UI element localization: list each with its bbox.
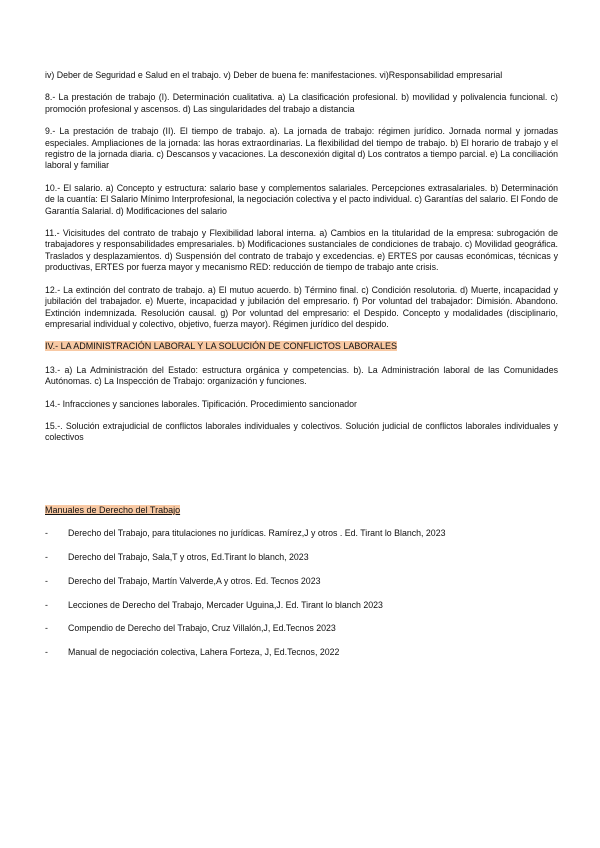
topic-10: 10.- El salario. a) Concepto y estructura: salario base y complementos salariales. Percepciones extrasalariales. b) Determinación de la cuantía: El Salario Mínimo Interprofesional, la negociación colectiva y el pacto individual. c) Garantías del salario. El Fondo de Garantía Salarial. d) Modificaciones del salario [45, 182, 558, 216]
paragraph-iv-vi: iv) Deber de Seguridad e Salud en el trabajo. v) Deber de buena fe: manifestaciones. vi)Responsabilidad empresarial [45, 70, 503, 80]
bullet-dash: - [45, 647, 48, 658]
topic-9: 9.- La prestación de trabajo (II). El tiempo de trabajo. a). La jornada de trabajo: régimen jurídico. Jornada normal y jornadas especiales. Ampliaciones de la jornada: las horas extraordinarias. La flexibilidad del tiempo de trabajo. b) El horario de trabajo y el registro de la jornada diaria. c) Descansos y vacaciones. La desconexión digital d) Los contratos a tiempo parcial. e) La conciliación laboral y familiar [45, 126, 558, 171]
manual-title: Lecciones de Derecho del Trabajo, Mercader Uguina,J. Ed. Tirant lo blanch 2023 [68, 599, 383, 610]
topic-11: 11.- Vicisitudes del contrato de trabajo y Flexibilidad laboral interna. a) Cambios en la titularidad de la empresa: subrogación de trabajadores y responsabilidades empresariales. b) Modificaciones sustanciales de condiciones de trabajo. c) Movilidad geográfica. Traslados y desplazamientos. d) Suspensión del contrato de trabajo y excedencias. e) ERTES por causas económicas, técnicas y productivas, ERTES por fuerza mayor y mecanismo RED: reducción de tiempo de trabajo ante crisis. [45, 228, 558, 273]
list-item [45, 552, 558, 563]
bullet-dash: - [45, 623, 48, 634]
section-title [45, 341, 558, 352]
bullet-dash: - [45, 528, 48, 539]
manual-title: Manual de negociación colectiva, Lahera Forteza, J, Ed.Tecnos, 2022 [68, 647, 340, 658]
topic-8: 8.- La prestación de trabajo (I). Determinación cualitativa. a) La clasificación profesional. b) movilidad y polivalencia funcional. c) promoción profesional y ascensos. d) Las singularidades del trabajo a distancia [45, 92, 558, 114]
topic-14: 14.- Infracciones y sanciones laborales. Tipificación. Procedimiento sancionador [45, 398, 357, 409]
bullet-dash: - [45, 551, 48, 562]
manual-title: Derecho del Trabajo, Sala,T y otros, Ed.Tirant lo blanch, 2023 [68, 551, 309, 562]
list-item [45, 600, 558, 611]
manual-title: Derecho del Trabajo, Martín Valverde,A y otros. Ed. Tecnos 2023 [68, 575, 321, 586]
bullet-dash: - [45, 599, 48, 610]
topic-15: 15.-. Solución extrajudicial de conflictos laborales individuales y colectivos. Solución judicial de conflictos laborales individuales y colectivos [45, 420, 558, 443]
manuals-list [45, 528, 558, 658]
list-item [45, 528, 558, 539]
list-item [45, 623, 558, 634]
list-item [45, 647, 558, 658]
manual-title: Derecho del Trabajo, para titulaciones no jurídicas. Ramírez,J y otros . Ed. Tirant lo Blanch, 2023 [68, 528, 446, 539]
topic-13: 13.- a) La Administración del Estado: estructura orgánica y competencias. b). La Administración laboral de las Comunidades Autónomas. c) La Inspección de Trabajo: organización y funciones. [45, 364, 558, 387]
topic-12: 12.- La extinción del contrato de trabajo. a) El mutuo acuerdo. b) Término final. c) Condición resolutoria. d) Muerte, incapacidad y jubilación del trabajador. e) Muerte, incapacidad y jubilación del empresario. f) Por voluntad del trabajador: Dimisión. Abandono. Extinción indemnizada. Resolución causal. g) Por voluntad del empresario: el Despido. Concepto y modalidades (disciplinario, empresarial individual y colectivo, objetivo, fuerza mayor). Régimen jurídico del despido. [45, 284, 558, 329]
manuals-heading [45, 505, 558, 516]
manuals-heading-text: Manuales de Derecho del Trabajo [45, 504, 181, 515]
list-item [45, 576, 558, 587]
bullet-dash: - [45, 575, 48, 586]
section-title-text: IV.- LA ADMINISTRACIÓN LABORAL Y LA SOLUCIÓN DE CONFLICTOS LABORALES [45, 341, 397, 352]
manual-title: Compendio de Derecho del Trabajo, Cruz Villalón,J, Ed.Tecnos 2023 [68, 623, 336, 634]
